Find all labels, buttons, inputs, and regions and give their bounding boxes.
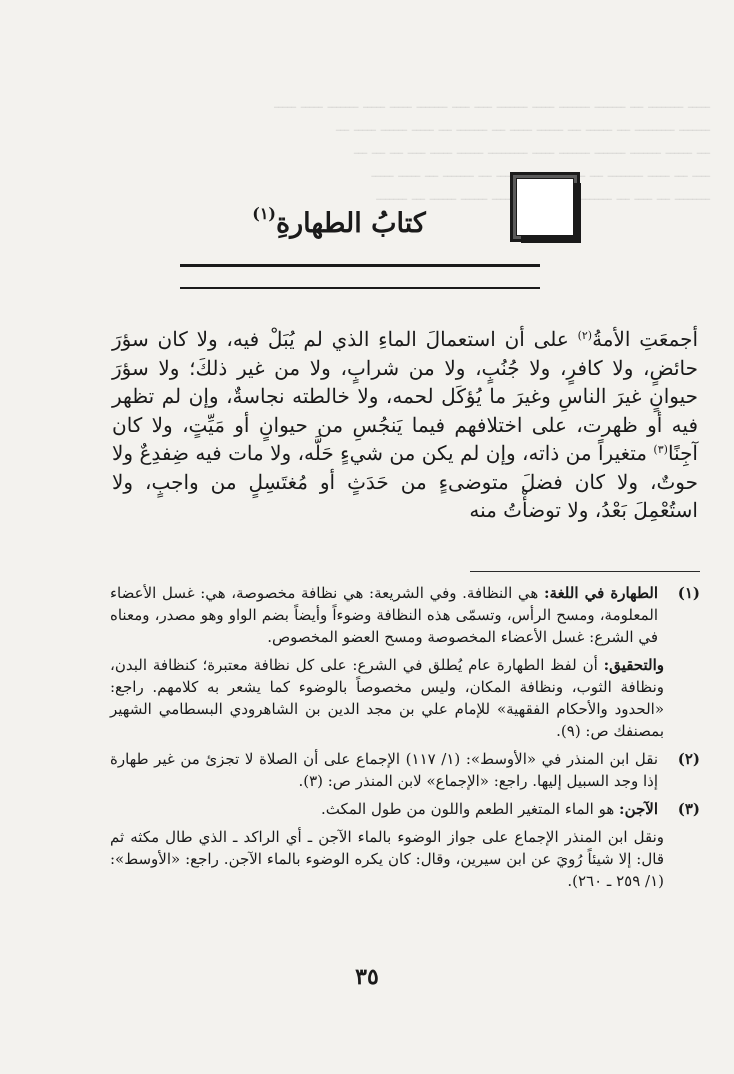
chapter-title (180, 204, 498, 239)
bleed-through-text: ـــــ ــــــــ ـــ ـــــــ ـــــــ ـــــ ـــــــ ــــ ــــ ـــــــ ـــــ ـــــ ـــــــ ـــــ ـــــ ـــــــ ـــــــــ ـــ ــــــ ـــ ــــــ ـــــ ـــ ـــــــ ـــ ـــــ ــــــ ـــــ ـــ ـــ ــــــ ـــــــ ـــــــ ـــــــ ـــــ ـــــــــ ــــــ ـــــ ــــ ـــ ـــ ـــ ــــ ـــ ـــــ ــــــــ ـــ ـــ ـــــــ ـــ ـــــ ـــــ ــــــــ ـــ ــــ ـــ ـــــــ ــــــ ــــــ ـــ ـــــــ (274, 94, 710, 204)
footnote-number: (٢) (677, 750, 700, 768)
footnote-text: هو الماء المتغير الطعم واللون من طول المكث. (321, 800, 620, 818)
footnote-term: الآجن: (619, 800, 658, 818)
footnote-term: والتحقيق: (603, 656, 664, 674)
footnote-number: (٣) (677, 800, 700, 818)
main-text-part-3: متغيراً من ذاته، وإن لم يكن من شيءٍ حَلَّه، ولا مات فيه ضِفدِعٌ ولا حوتٌ، ولا كان فضلَ متوضىءٍ من حَدَثٍ أو مُغتَسِلٍ من واجبٍ، ولا استُعْمِلَ بَعْدُ، ولا توضأْتُ منه (112, 441, 698, 522)
main-paragraph (112, 325, 698, 525)
main-text-part-1: أجمعَتِ الأمةُ (592, 327, 699, 351)
page-number: ٣٥ (355, 964, 379, 990)
footnote-3-continued (110, 826, 700, 892)
footnote-ref-3[interactable]: (٣) (653, 443, 668, 456)
chapter-ornament-inner (516, 178, 574, 236)
chapter-rule-thick (180, 264, 540, 267)
footnote-1 (110, 582, 700, 648)
footnote-term: الطهارة في اللغة: (543, 584, 659, 602)
main-text-part-2: على أن استعمالَ الماءِ الذي لم يُبَلْ فيه، ولا كان سؤرَ حائضٍ، ولا كافرٍ، ولا جُنُبٍ، ولا من شرابٍ، ولا من غير ذلكَ؛ ولا سؤرَ حيوانٍ غيرَ الناسِ وغيرَ ما يُؤكَل لحمه، ولا خالطته نجاسةٌ، وإن لم تظهر فيه أو ظهرت، على اختلافهم فيما يَنجُسِ من حيوانٍ أو مَيِّتٍ، ولا كان آجِنًا (112, 327, 698, 465)
footnote-text: هي النظافة. وفي الشريعة: هي نظافة مخصوصة، هي: غسل الأعضاء المعلومة، ومسح الرأس، وتسمّى هذه النظافة وضوءاً وأيضاً بضم الواو وهو مصدر، ومعناه في الشرع: غسل الأعضاء المخصوصة ومسح العضو المخصوص. (110, 584, 658, 646)
footnote-2 (110, 748, 700, 792)
chapter-ornament-box (510, 172, 580, 242)
footnote-text: نقل ابن المنذر في «الأوسط»: (١/ ١١٧) الإجماع على أن الصلاة لا تجزئ من غير طهارة إذا وجد السبيل إليها. راجع: «الإجماع» لابن المنذر ص: (٣). (110, 750, 658, 790)
chapter-title-footnote-mark: (١) (252, 204, 276, 223)
chapter-title-text: كتابُ الطهارةِ (275, 208, 426, 239)
footnotes-section (110, 582, 700, 898)
footnote-1-continued (110, 654, 700, 742)
footnote-3 (110, 798, 700, 820)
footnote-separator (470, 571, 700, 572)
footnote-number: (١) (677, 584, 700, 602)
footnote-text: ونقل ابن المنذر الإجماع على جواز الوضوء بالماء الآجن ـ أي الراكد ـ الذي طال مكثه ثم قال: إلا شيئاً رُويَ عن ابن سيرين، وقال: كان يكره الوضوء بالماء الآجن. راجع: «الأوسط»: (١/ ٢٥٩ ـ ٢٦٠). (110, 828, 664, 890)
chapter-rule-thin (180, 287, 540, 289)
footnote-text: أن لفظ الطهارة عام يُطلق في الشرع: على كل نظافة معتبرة؛ كنظافة البدن، ونظافة الثوب، ونظافة المكان، وليس مخصوصاً بالوضوء كما يشعر به كلامهم. راجع: «الحدود والأحكام الفقهية» للإمام علي بن مجد الدين بن الشاهرودي البسطامي الشهير بمصنفك ص: (٩). (110, 656, 664, 740)
footnote-ref-2[interactable]: (٢) (577, 329, 593, 342)
